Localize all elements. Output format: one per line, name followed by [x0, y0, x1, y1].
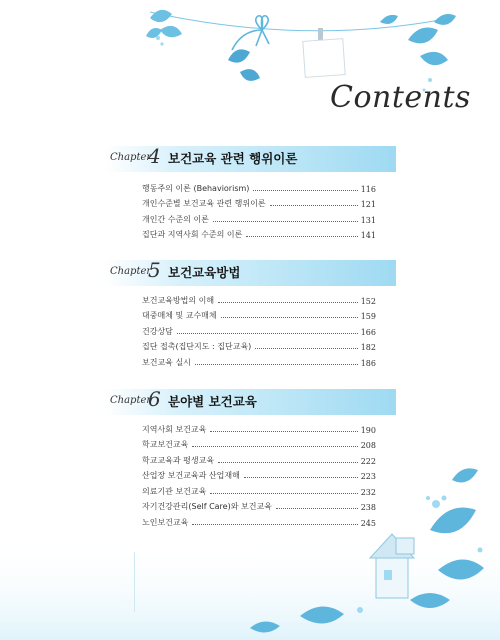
toc-entry[interactable] [142, 306, 376, 322]
dot-leader [246, 236, 357, 237]
leaf-icon [146, 10, 182, 38]
entry-page: 222 [360, 456, 376, 466]
entry-title: 대중매체 및 교수매체 [142, 311, 217, 320]
page-title: Contents [330, 80, 471, 115]
toc-entry[interactable] [142, 225, 376, 241]
entry-title: 지역사회 보건교육 [142, 424, 207, 434]
entry-title: 노인보건교육 [142, 517, 189, 527]
chapter-title: 보건교육 관련 행위이론 [168, 151, 298, 166]
entry-page: 245 [360, 518, 376, 528]
entry-page: 182 [360, 343, 376, 352]
dot-leader [195, 364, 358, 365]
entry-title: 산업장 보건교육과 산업재해 [142, 471, 240, 480]
clothespin-icon [303, 28, 345, 77]
entry-title: 집단 접촉(집단지도 : 집단교육) [142, 342, 252, 351]
entry-page: 141 [360, 231, 376, 240]
toc-list-chapter-5 [142, 290, 376, 368]
leaf-icon [380, 14, 456, 65]
chapter-header-6 [104, 389, 396, 415]
entry-page: 208 [360, 441, 376, 450]
toc-entry[interactable] [142, 419, 376, 435]
entry-title: 집단과 지역사회 수준의 이론 [142, 230, 243, 239]
dot-leader [221, 317, 358, 318]
chapter-word: Chapter [110, 266, 152, 277]
entry-page: 223 [360, 472, 376, 481]
entry-page: 116 [360, 184, 376, 194]
entry-page: 232 [360, 487, 376, 497]
entry-title: 개인간 수준의 이론 [142, 214, 209, 224]
dot-leader [210, 431, 357, 432]
bow-icon [232, 16, 269, 50]
entry-page: 152 [360, 296, 376, 306]
dot-leader [213, 221, 358, 222]
entry-page: 166 [360, 327, 376, 337]
entry-title: 보건교육 실시 [142, 357, 191, 367]
entry-title: 학교보건교육 [142, 440, 189, 449]
dot-leader [270, 205, 358, 206]
toc-entry[interactable] [142, 194, 376, 210]
entry-page: 159 [360, 312, 376, 321]
entry-title: 보건교육방법의 이해 [142, 295, 215, 305]
entry-title: 건강상담 [142, 326, 173, 336]
entry-title: 의료기관 보건교육 [142, 486, 207, 496]
entry-page: 131 [360, 215, 376, 225]
chapter-number: 4 [148, 144, 161, 168]
toc-entry[interactable] [142, 290, 376, 306]
entry-page: 190 [360, 425, 376, 435]
chapter-number: 6 [148, 387, 161, 411]
bottom-decoration [0, 440, 500, 640]
entry-title: 개인수준별 보건교육 관련 행위이론 [142, 199, 266, 208]
toc-list-chapter-4 [142, 178, 376, 240]
chapter-title: 보건교육방법 [168, 265, 241, 280]
chapter-word: Chapter [110, 152, 152, 163]
dot-leader [177, 333, 358, 334]
dot-leader [253, 190, 357, 191]
dot-leader [218, 302, 358, 303]
toc-entry[interactable] [142, 352, 376, 368]
entry-title: 학교교육과 평생교육 [142, 455, 215, 465]
entry-page: 238 [360, 503, 376, 512]
toc-entry[interactable] [142, 321, 376, 337]
entry-title: 행동주의 이론 (Behaviorism) [142, 183, 250, 193]
toc-entry[interactable] [142, 337, 376, 353]
entry-page: 121 [360, 200, 376, 209]
chapter-word: Chapter [110, 395, 152, 406]
chapter-header-5 [104, 260, 396, 286]
chapter-header-4 [104, 146, 396, 172]
toc-entry[interactable] [142, 178, 376, 194]
chapter-title: 분야별 보건교육 [168, 394, 257, 409]
chapter-number: 5 [148, 258, 161, 282]
entry-page: 186 [360, 358, 376, 368]
leaf-icon [228, 49, 260, 81]
dot-leader [255, 348, 357, 349]
toc-entry[interactable] [142, 209, 376, 225]
entry-title: 자기건강관리(Self Care)와 보건교육 [142, 502, 272, 511]
